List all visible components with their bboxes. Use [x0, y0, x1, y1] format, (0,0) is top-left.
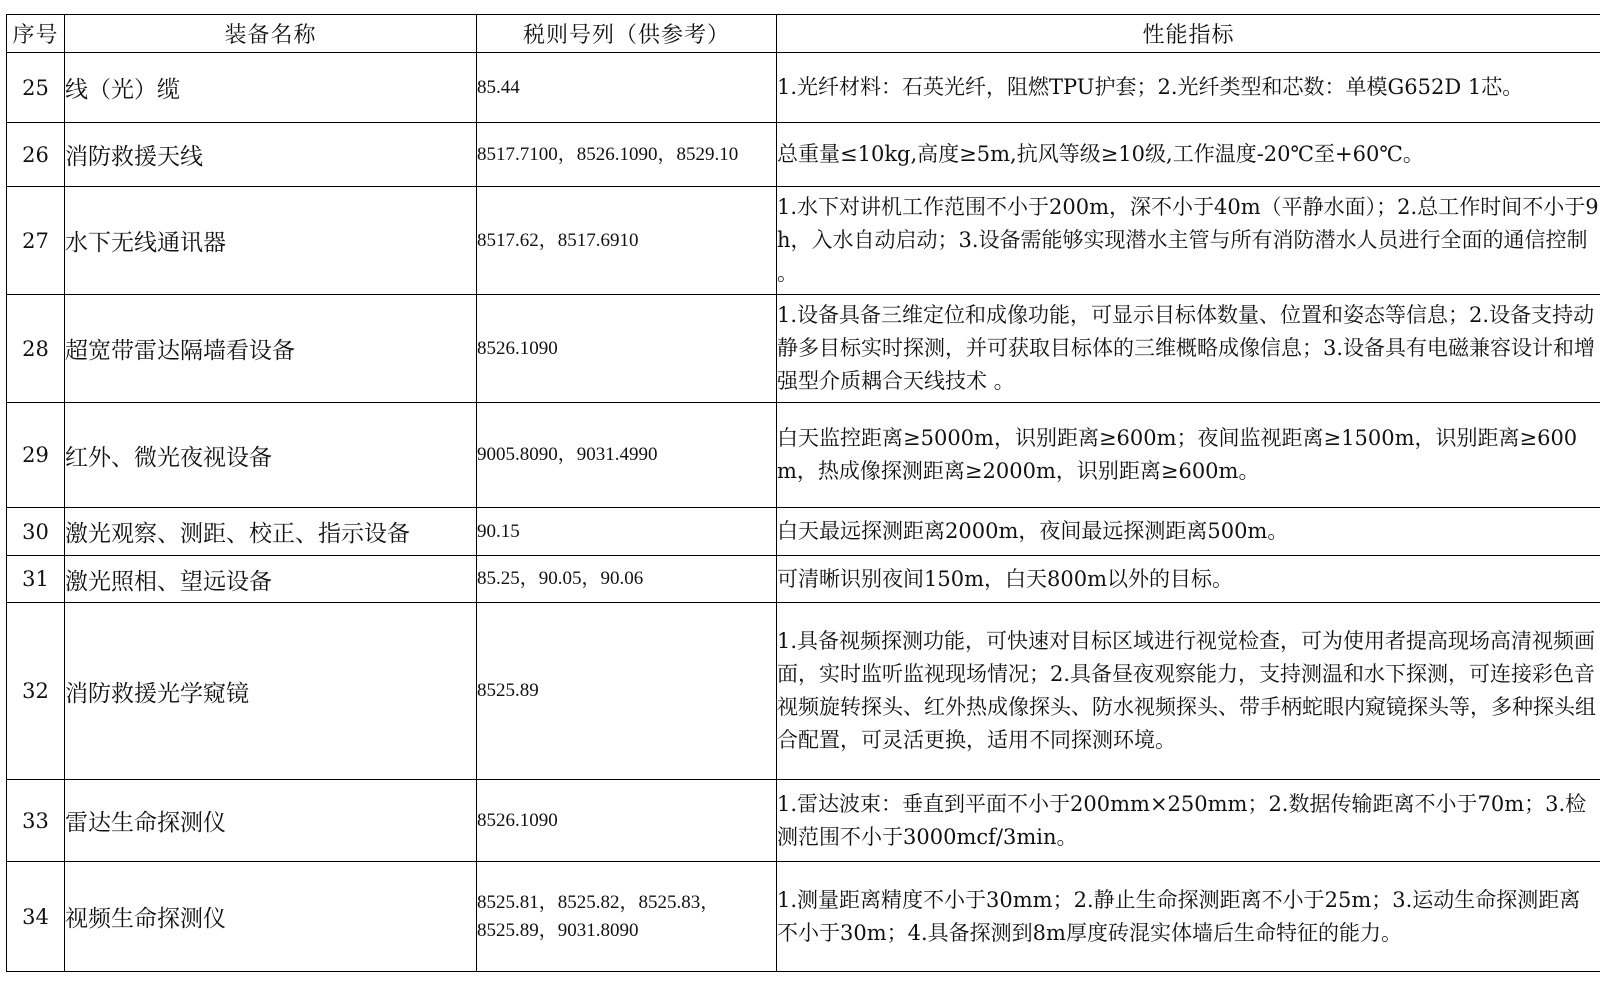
row-no: 32 [7, 603, 65, 780]
row-code: 90.15 [477, 508, 777, 556]
row-no: 33 [7, 780, 65, 862]
row-name: 消防救援天线 [65, 123, 477, 187]
row-no: 26 [7, 123, 65, 187]
row-name: 红外、微光夜视设备 [65, 403, 477, 508]
row-code: 9005.8090，9031.4990 [477, 403, 777, 508]
row-name: 雷达生命探测仪 [65, 780, 477, 862]
header-name: 装备名称 [65, 15, 477, 53]
row-perf: 1.设备具备三维定位和成像功能，可显示目标体数量、位置和姿态等信息；2.设备支持动静多目标实时探测，并可获取目标体的三维概略成像信息；3.设备具有电磁兼容设计和增强型介质耦合天线技术 。 [777, 295, 1600, 403]
row-no: 27 [7, 187, 65, 295]
row-code: 8525.89 [477, 603, 777, 780]
row-name: 超宽带雷达隔墙看设备 [65, 295, 477, 403]
row-perf: 可清晰识别夜间150m，白天800m以外的目标。 [777, 556, 1600, 603]
table-row [7, 123, 1600, 187]
row-name: 线（光）缆 [65, 53, 477, 123]
row-code: 85.25，90.05，90.06 [477, 556, 777, 603]
row-perf: 1.光纤材料：石英光纤，阻燃TPU护套；2.光纤类型和芯数：单模G652D 1芯。 [777, 53, 1600, 123]
row-perf: 1.雷达波束：垂直到平面不小于200mm×250mm；2.数据传输距离不小于70m；3.检测范围不小于3000mcf/3min。 [777, 780, 1600, 862]
row-no: 30 [7, 508, 65, 556]
row-name: 消防救援光学窥镜 [65, 603, 477, 780]
row-perf: 1.水下对讲机工作范围不小于200m，深不小于40m（平静水面）；2.总工作时间不小于9h，入水自动启动；3.设备需能够实现潜水主管与所有消防潜水人员进行全面的通信控制 。 [777, 187, 1600, 295]
table-row [7, 780, 1600, 862]
row-name: 激光观察、测距、校正、指示设备 [65, 508, 477, 556]
equipment-spec-table [6, 14, 1600, 972]
table-row [7, 862, 1600, 972]
row-perf: 白天监控距离≥5000m，识别距离≥600m；夜间监视距离≥1500m，识别距离≥600m，热成像探测距离≥2000m，识别距离≥600m。 [777, 403, 1600, 508]
row-perf: 总重量≤10kg,高度≥5m,抗风等级≥10级,工作温度-20℃至+60℃。 [777, 123, 1600, 187]
row-no: 29 [7, 403, 65, 508]
header-perf: 性能指标 [777, 15, 1600, 53]
table-row [7, 603, 1600, 780]
header-no: 序号 [7, 15, 65, 53]
row-perf: 1.具备视频探测功能，可快速对目标区域进行视觉检查，可为使用者提高现场高清视频画面，实时监听监视现场情况；2.具备昼夜观察能力，支持测温和水下探测，可连接彩色音视频旋转探头、红外热成像探头、防水视频探头、带手柄蛇眼内窥镜探头等，多种探头组合配置，可灵活更换，适用不同探测环境。 [777, 603, 1600, 780]
table-row [7, 295, 1600, 403]
row-name: 激光照相、望远设备 [65, 556, 477, 603]
row-no: 31 [7, 556, 65, 603]
table-header-row [7, 15, 1600, 53]
table-row [7, 403, 1600, 508]
table-row [7, 53, 1600, 123]
row-code: 8517.62，8517.6910 [477, 187, 777, 295]
row-code: 8517.7100，8526.1090，8529.10 [477, 123, 777, 187]
row-code: 85.44 [477, 53, 777, 123]
row-perf: 1.测量距离精度不小于30mm；2.静止生命探测距离不小于25m；3.运动生命探测距离不小于30m；4.具备探测到8m厚度砖混实体墙后生命特征的能力。 [777, 862, 1600, 972]
row-no: 25 [7, 53, 65, 123]
table-row [7, 556, 1600, 603]
row-code: 8526.1090 [477, 295, 777, 403]
row-perf: 白天最远探测距离2000m，夜间最远探测距离500m。 [777, 508, 1600, 556]
row-code: 8525.81，8525.82，8525.83，8525.89，9031.8090 [477, 862, 777, 972]
row-code: 8526.1090 [477, 780, 777, 862]
table-row [7, 187, 1600, 295]
row-name: 水下无线通讯器 [65, 187, 477, 295]
row-no: 34 [7, 862, 65, 972]
header-code: 税则号列（供参考） [477, 15, 777, 53]
row-name: 视频生命探测仪 [65, 862, 477, 972]
table-row [7, 508, 1600, 556]
row-no: 28 [7, 295, 65, 403]
